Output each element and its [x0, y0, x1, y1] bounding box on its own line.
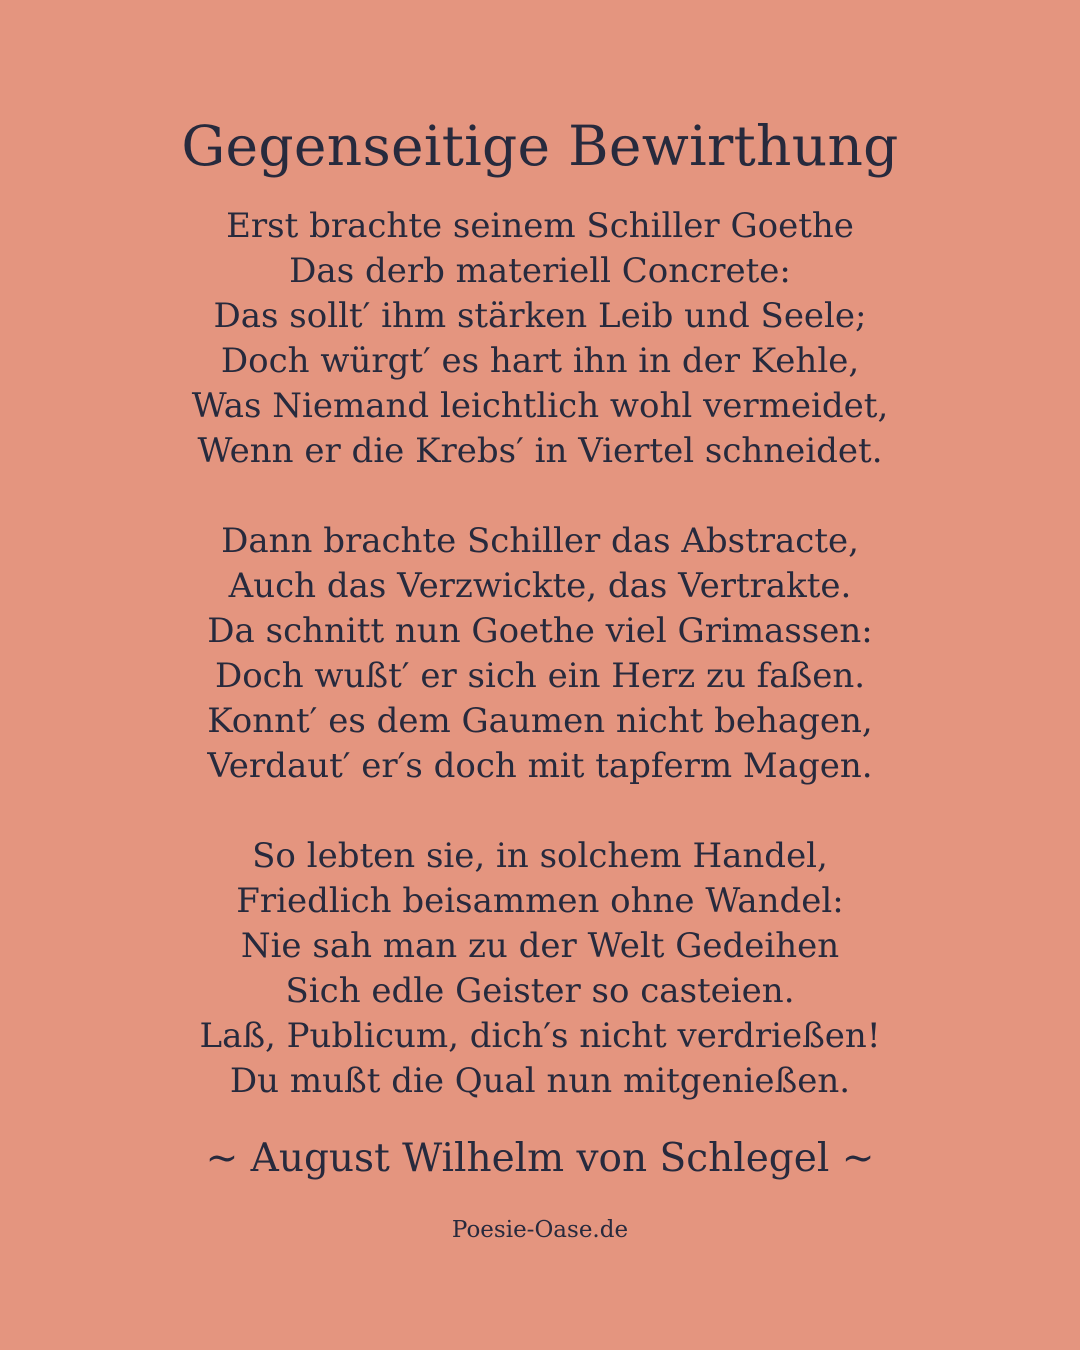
poem-line: Das sollt′ ihm stärken Leib und Seele;: [213, 296, 867, 336]
poem-line: Laß, Publicum, dich′s nicht verdrießen!: [199, 1016, 881, 1056]
poem-line: Erst brachte seinem Schiller Goethe: [226, 206, 854, 246]
poem-line: Wenn er die Krebs′ in Viertel schneidet.: [197, 431, 883, 471]
poem-line: So lebten sie, in solchem Handel,: [252, 836, 828, 876]
poem-line: Dann brachte Schiller das Abstracte,: [221, 521, 859, 561]
poem-title: Gegenseitige Bewirthung: [181, 114, 899, 178]
poem-body: [0, 204, 1080, 1149]
poem-line: Verdaut′ er′s doch mit tapferm Magen.: [207, 746, 873, 786]
poem-line: Nie sah man zu der Welt Gedeihen: [240, 926, 840, 966]
poem-line: Konnt′ es dem Gaumen nicht behagen,: [207, 701, 873, 741]
poem-line: Doch würgt′ es hart ihn in der Kehle,: [220, 341, 860, 381]
poem-line: Du mußt die Qual nun mitgenießen.: [229, 1061, 851, 1101]
poem-line: Da schnitt nun Goethe viel Grimassen:: [207, 611, 873, 651]
stanza-3: [0, 834, 1080, 1104]
poem-line: Friedlich beisammen ohne Wandel:: [236, 881, 844, 921]
site-name: Poesie-Oase.de: [451, 1217, 629, 1243]
poem-line: Was Niemand leichtlich wohl vermeidet,: [191, 386, 889, 426]
poem-line: Das derb materiell Concrete:: [289, 251, 791, 291]
poem-line: Sich edle Geister so casteien.: [285, 971, 795, 1011]
stanza-2: [0, 519, 1080, 789]
poem-author: ~ August Wilhelm von Schlegel ~: [205, 1136, 875, 1181]
poem-line: Doch wußt′ er sich ein Herz zu faßen.: [214, 656, 866, 696]
poem-line: Auch das Verzwickte, das Vertrakte.: [228, 566, 852, 606]
stanza-1: [0, 204, 1080, 474]
